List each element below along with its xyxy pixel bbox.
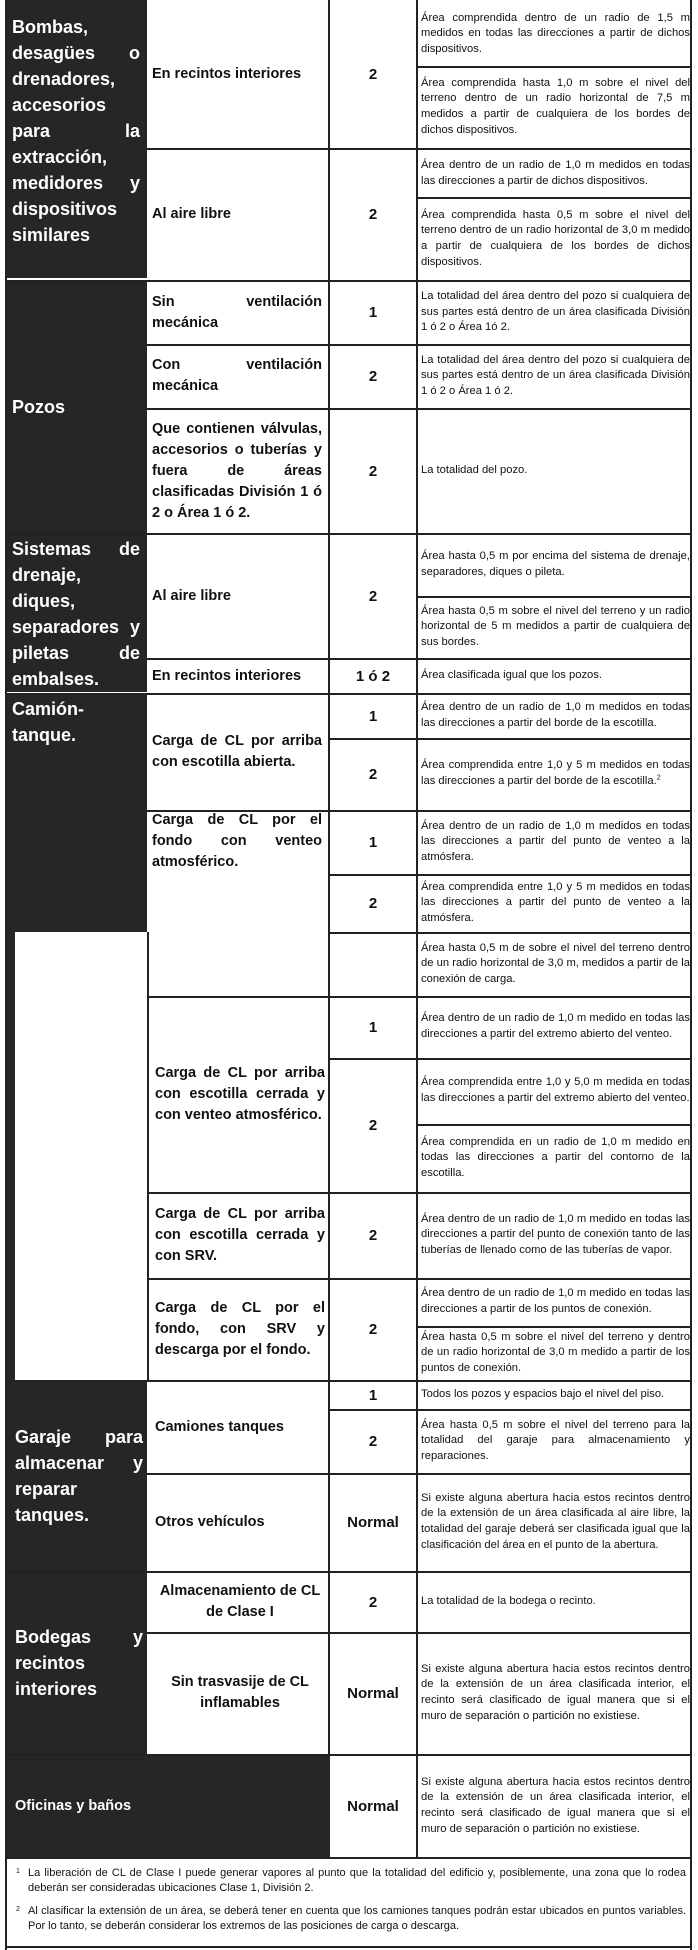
grid-line [147,658,690,660]
div-camion-top-closed-1: 1 [368,1018,378,1036]
grid-line [147,1192,690,1194]
ext-camion-bottom-vent-1-text: Área dentro de un radio de 1,0 m medidos en todas las direcciones a partir del punto de venteo a la atmósfera. [421,819,690,863]
category-camion-strip [5,932,15,1380]
grid-line [147,932,149,1380]
ext-pozos-1 [421,282,690,343]
footnote-1: 1 La liberación de CL de Clase I puede generar vapores al punto que la totalidad del edificio y, posiblemente, una zona que lo rodea deberán ser consideradas ubicaciones Clase 1, División 2. [16,1867,686,1894]
loc-pozos-2-text: Con ventilación mecánica [152,357,322,394]
loc-garaje-others [155,1473,325,1571]
ext-sistemas-interior [421,659,690,693]
ext-bombas-outdoor-1 [421,151,690,196]
ext-camion-bottom-vent-3-text: Área hasta 0,5 m de sobre el nivel del terreno dentro de un radio horizontal de 3,0 m, medidos a partir de la conexión de carga. [421,941,690,985]
loc-bombas-interior [152,0,322,148]
ext-bombas-interior-2 [421,68,690,146]
category-oficinas [15,1755,315,1857]
grid-line [5,1857,690,1859]
loc-sistemas-outdoor-text: Al aire libre [152,587,231,604]
grid-line [690,0,692,1950]
grid-line [5,1380,690,1382]
ext-camion-top-srv [421,1193,690,1277]
div-camion-top-open-2: 2 [368,765,378,783]
ext-camion-top-open-2-body: Área comprendida entre 1,0 y 5 m medidos en todas las direcciones a partir del borde de la escotilla. [421,759,690,787]
loc-camion-top-srv [155,1192,325,1278]
ext-camion-top-closed-3 [421,1125,690,1191]
ext-camion-bottom-srv-1-text: Área dentro de un radio de 1,0 m medido en todas las direcciones a partir de los puntos de conexión. [421,1287,690,1315]
ext-camion-bottom-srv-2 [421,1327,690,1379]
grid-line [5,0,7,1950]
ext-bombas-outdoor-2 [421,199,690,279]
div-pozos-1: 1 [368,304,378,321]
div-pozos-3: 2 [368,462,378,480]
category-bodegas-label: Bodegas y recintos interiores [15,1627,143,1699]
loc-bombas-outdoor-text: Al aire libre [152,206,231,222]
ext-bodegas-storage [421,1573,690,1631]
ext-camion-top-srv-text: Área dentro de un radio de 1,0 m medido en todas las direcciones a partir del punto de conexión tanto de las tuberías de llenado como de las tuberías de vapor. [421,1212,690,1256]
div-camion-bottom-srv: 2 [368,1320,378,1338]
ext-garaje-tanks-1 [421,1382,690,1408]
ext-bombas-interior-1 [421,4,690,64]
div-oficinas: Normal [347,1797,399,1815]
ext-garaje-tanks-2 [421,1410,690,1472]
ext-bodegas-no-transfer [421,1633,690,1753]
div-camion-top-closed-2: 2 [368,1116,378,1134]
ext-camion-bottom-srv-1 [421,1279,690,1325]
category-camion: Camión-tanque. [12,699,84,745]
loc-camion-top-open-text: Carga de CL por arriba con escotilla abierta. [152,733,322,770]
ext-bombas-outdoor-2-text: Área comprendida hasta 0,5 m sobre el nivel del terreno dentro de un radio horizontal de 3,0 m medido a partir de cualquiera de los bordes de dichos dispositivos. [421,208,690,268]
ext-camion-top-closed-3-text: Área comprendida en un radio de 1,0 m medido en todas las direcciones a partir del contorno de la escotilla. [421,1135,690,1179]
div-camion-bottom-vent-1: 1 [368,833,378,851]
grid-line [328,0,330,1755]
div-camion-top-open-1: 1 [368,707,378,725]
footnote-2-text: Al clasificar la extensión de un área, se deberá tener en cuenta que los camiones tanques podrán estar ubicados en puntos variables. Por lo tanto, se deberán considerar los extremos de las posiciones de carga o descarga. [28,1905,686,1932]
ext-oficinas [421,1756,690,1856]
ext-pozos-3 [421,409,690,533]
grid-line [5,1754,690,1756]
loc-garaje-tanks [155,1381,325,1473]
div-garaje-tanks-2: 2 [368,1432,378,1450]
loc-sistemas-interior [152,658,322,694]
grid-line [328,1409,690,1411]
ext-garaje-tanks-2-text: Área hasta 0,5 m sobre el nivel del terreno para la totalidad del garaje para almacenamiento y reparaciones. [421,1418,690,1462]
grid-line [328,738,690,740]
footnote-ref-2: 2 [656,774,661,782]
ext-garaje-tanks-1-text: Todos los pozos y espacios bajo el nivel del piso. [421,1388,665,1401]
footnote-1-text: La liberación de CL de Clase I puede generar vapores al punto que la totalidad del edificio y, posiblemente, una zona que lo rodea deberán ser consideradas ubicaciones Clase 1, División 2. [28,1867,686,1894]
grid-line [5,533,690,535]
loc-pozos-3-text: Que contienen válvulas, accesorios o tuberías y fuera de áreas clasificadas División 1 ó 2 o Área 1 ó 2. [152,420,322,521]
grid-line [416,1124,690,1126]
grid-line [5,1571,690,1573]
loc-bombas-outdoor [152,148,322,281]
grid-line [147,810,690,812]
loc-bodegas-no-transfer [152,1632,328,1754]
category-bodegas [15,1572,143,1754]
loc-camion-top-srv-text: Carga de CL por arriba con escotilla cerrada y con SRV. [155,1205,325,1264]
ext-bombas-outdoor-1-text: Área dentro de un radio de 1,0 m medidos en todas las direcciones a partir de dichos dispositivos. [421,158,690,187]
category-sistemas: Sistemas de drenaje, diques, separadores y piletas de embalses. [12,539,140,689]
div-garaje-tanks-1: 1 [368,1386,378,1404]
ext-camion-top-closed-1-text: Área dentro de un radio de 1,0 m medido en todas las direcciones a partir del extremo abierto del venteo. [421,1012,690,1040]
loc-sistemas-outdoor [152,534,322,658]
ext-sistemas-outdoor-2-text: Área hasta 0,5 m sobre el nivel del terreno y un radio horizontal de 5 m medidos a partir de cualquiera de sus bordes. [421,604,690,648]
ext-camion-top-open-1-text: Área dentro de un radio de 1,0 m medidos en todas las direcciones a partir del borde de la escotilla. [421,701,690,729]
grid-line [416,66,690,68]
ext-sistemas-outdoor-1-text: Área hasta 0,5 m por encima del sistema de drenaje, separadores, diques o pileta. [421,550,690,578]
category-oficinas-label: Oficinas y baños [15,1798,132,1814]
div-garaje-others: Normal [347,1513,399,1531]
loc-bodegas-storage [152,1572,328,1632]
grid-line [147,408,690,410]
grid-line [147,1632,690,1634]
ext-bodegas-no-transfer-text: Si existe alguna abertura hacia estos recintos dentro de la extensión de un área clasificada interior, el recinto será clasificado de igual manera que si el muro de separación o partición no existiese. [421,1662,690,1722]
ext-pozos-3-text: La totalidad del pozo. [421,464,528,477]
ext-garaje-others [421,1474,690,1570]
grid-line [147,344,690,346]
grid-line [416,197,690,199]
ext-bombas-interior-1-text: Área comprendida dentro de un radio de 1,5 m medidos en todas las direcciones a partir de dichos dispositivos. [421,11,690,55]
loc-camion-bottom-srv [155,1278,325,1380]
ext-bodegas-storage-text: La totalidad de la bodega o recinto. [421,1595,596,1608]
div-bombas-interior: 2 [368,65,378,83]
div-bodegas-no-transfer: Normal [347,1684,399,1702]
loc-garaje-tanks-text: Camiones tanques [155,1418,284,1435]
div-sistemas-outdoor: 2 [368,587,378,605]
category-garaje [15,1381,143,1571]
loc-bombas-interior-text: En recintos interiores [152,65,302,82]
loc-camion-bottom-vent: Carga de CL por el fondo con venteo atmosférico. [152,812,322,870]
ext-camion-top-open-1 [421,695,690,737]
div-camion-top-srv: 2 [368,1226,378,1244]
ext-camion-top-closed-1 [421,997,690,1057]
ext-camion-bottom-vent-1 [421,811,690,873]
category-garaje-label: Garaje para almacenar y reparar tanques. [15,1427,143,1525]
grid-line [416,596,690,598]
div-sistemas-interior: 1 ó 2 [355,667,391,685]
ext-camion-top-open-2-text [421,758,690,789]
loc-camion-top-closed [155,996,325,1192]
grid-line [5,280,690,282]
loc-sistemas-interior-text: En recintos interiores [152,667,302,684]
grid-line [147,1278,690,1280]
grid-line [416,0,418,1857]
loc-pozos-1 [152,281,322,344]
loc-pozos-2 [152,344,322,408]
category-bombas: Bombas, desagües o drenadores, accesorios para la extracción, medidores y dispositivos similares [12,17,140,245]
ext-sistemas-outdoor-1 [421,535,690,595]
grid-line [416,1326,690,1328]
ext-camion-top-closed-2-text: Área comprendida entre 1,0 y 5,0 m medida en todas las direcciones a partir del extremo abierto del venteo. [421,1076,690,1104]
grid-line [5,693,690,695]
ext-garaje-others-text: Si existe alguna abertura hacia estos recintos dentro de la extensión de un área clasificada al aire libre, la totalidad del garaje deberá ser clasificada igual que la clasificación del área en el punto de la abertura. [421,1491,690,1551]
category-pozos [12,281,140,533]
footnote-2: 2 Al clasificar la extensión de un área, se deberá tener en cuenta que los camiones tanques podrán estar ubicados en puntos variables. Por lo tanto, se deberán considerar los extremos de las posiciones de carga o descarga. [16,1905,686,1932]
grid-line [328,874,690,876]
ext-sistemas-interior-text: Área clasificada igual que los pozos. [421,669,602,682]
div-camion-bottom-vent-2: 2 [368,894,378,912]
ext-bombas-interior-2-text: Área comprendida hasta 1,0 m sobre el nivel del terreno dentro de un radio horizontal de 7,5 m medidos a partir de cualquiera de los bordes de dichos dispositivos. [421,76,690,136]
category-pozos-label: Pozos [12,397,66,417]
loc-pozos-1-text: Sin ventilación mecánica [152,293,322,331]
grid-line [147,996,690,998]
ext-camion-top-closed-2 [421,1059,690,1123]
ext-camion-bottom-vent-2 [421,875,690,931]
div-pozos-2: 2 [368,367,378,385]
grid-line [5,1946,690,1948]
loc-garaje-others-text: Otros vehículos [155,1513,265,1530]
div-bombas-outdoor: 2 [368,206,378,223]
grid-line [147,148,690,150]
ext-oficinas-text: Si existe alguna abertura hacia estos recintos dentro de la extensión de un área clasificada interior, el recinto será clasificado de igual manera que si el muro de separación o partición no existiese. [421,1775,690,1835]
loc-bodegas-no-transfer-text: Sin trasvasije de CL inflamables [171,1674,309,1711]
ext-camion-bottom-srv-2-text: Área hasta 0,5 m sobre el nivel del terreno y dentro de un radio horizontal de 3,0 m medido a partir de los puntos de conexión. [421,1330,690,1374]
loc-bodegas-storage-text: Almacenamiento de CL de Clase I [159,1583,321,1620]
ext-camion-top-open-2 [421,740,690,808]
ext-camion-bottom-vent-2-text: Área comprendida entre 1,0 y 5 m medidos en todas las direcciones a partir del punto de venteo a la atmósfera. [421,880,690,924]
ext-camion-bottom-vent-3 [421,933,690,995]
div-bodegas-storage: 2 [368,1593,378,1611]
loc-pozos-3 [152,408,322,534]
loc-camion-top-open [152,694,322,810]
ext-pozos-1-text: La totalidad del área dentro del pozo si cualquiera de sus partes está dentro de un área clasificada División 1 ó 2 o Área 1ó 2. [421,290,690,334]
loc-camion-bottom-srv-text: Carga de CL por el fondo, con SRV y descarga por el fondo. [155,1299,325,1358]
grid-line [328,932,690,934]
ext-sistemas-outdoor-2 [421,597,690,657]
loc-camion-top-closed-text: Carga de CL por arriba con escotilla cerrada y con venteo atmosférico. [155,1064,325,1123]
grid-line [328,1058,690,1060]
ext-pozos-2 [421,345,690,407]
grid-line [147,1473,690,1475]
ext-pozos-2-text: La totalidad del área dentro del pozo si cualquiera de sus partes está dentro de un área clasificada División 1 ó 2 o Área 1 ó 2. [421,353,690,397]
